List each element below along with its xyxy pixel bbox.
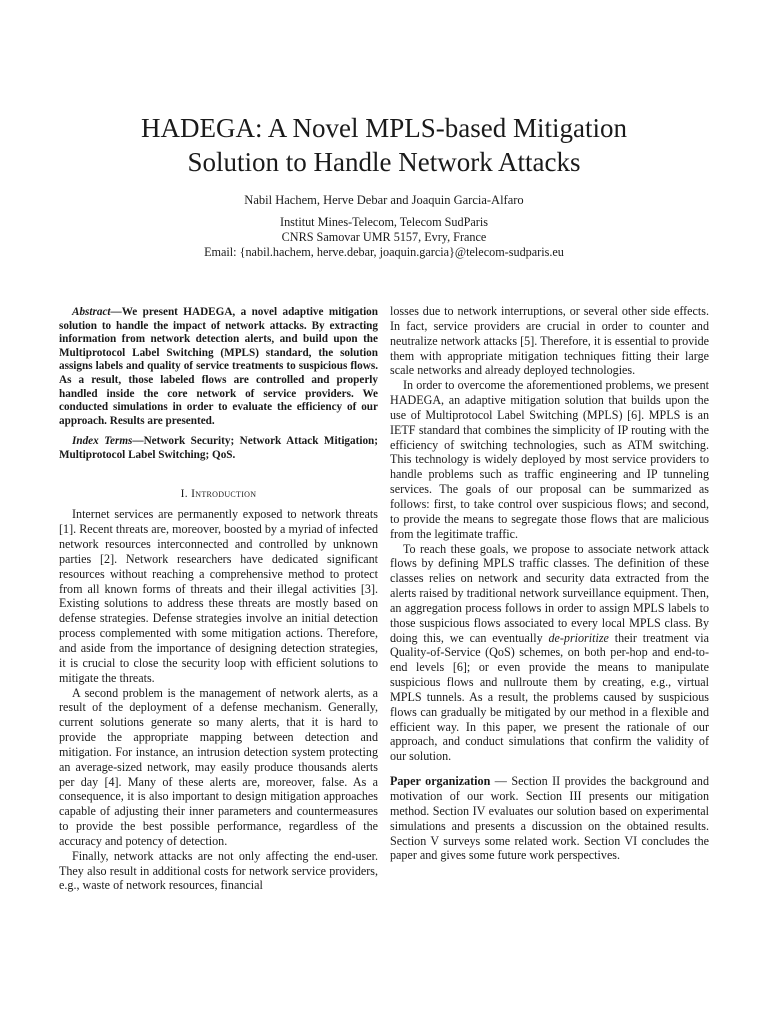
title-line-2: Solution to Handle Network Attacks [187, 147, 581, 177]
intro-paragraph-3-continued: losses due to network interruptions, or several other side effects. In fact, service providers are crucial in order to counter and neutralize network attacks [5]. Therefore, it is essential to provide them with appropriate mitigation techniques fitting their large scale networks and already deployed technologies. [390, 304, 709, 378]
abstract-text: —We present HADEGA, a novel adaptive mitigation solution to handle the impact of network attacks. By extracting information from network detection alerts, and build upon the Multiprotocol Label Switching (MPLS) standard, the solution assigns labels and quality of service treatments to suspicious flows. As a result, those labeled flows are controlled and properly handled inside the core network of service providers. We conducted simulations in order to evaluate the efficiency of our approach. Results are presented. [59, 306, 378, 427]
paper-organization-lead: Paper organization [390, 774, 491, 789]
title-line-1: HADEGA: A Novel MPLS-based Mitigation [141, 113, 627, 143]
section-heading-introduction: I. Introduction [180, 487, 257, 500]
email-line: Email: {nabil.hachem, herve.debar, joaquin.garcia}@telecom-sudparis.eu [204, 245, 564, 259]
intro-paragraph-3: Finally, network attacks are not only affecting the end-user. They also result in additional costs for network service providers, e.g., waste of network resources, financial [59, 848, 378, 893]
p5-text-b: their treatment via Quality-of-Service (QoS) schemes, on both per-hop and end-to-end levels [6]; or even provide the means to manipulate suspicious flows and nullroute them by creating, e.g., virtual MPLS tunnels. As a result, the problems caused by suspicious flows can gradually be mitigated by our method in a flexible and efficient way. In this paper, we present the rationale of our approach, and conduct simulations that confirm the validity of our solution. [390, 630, 710, 764]
abstract [59, 306, 378, 428]
abstract-lead: Abstract [72, 306, 111, 318]
index-terms-text: —Network Security; Network Attack Mitigation; Multiprotocol Label Switching; QoS. [59, 435, 378, 461]
intro-paragraph-1: Internet services are permanently exposed to network threats [1]. Recent threats are, moreover, boosted by a myriad of infected network resources interconnected and controlled by unknown parties [2]. Network researchers have dedicated significant resources without reaching a comprehensive method to protect from all known forms of threats and their illegal activities [3]. Existing solutions to address these threats are mostly based on defense strategies. Defense strategies involve an initial detection process complemented with some mitigation actions. Therefore, and aside from the importance of designing detection strategies, it is crucial to close the security loop with efficient solutions to mitigate the threats. [59, 507, 378, 685]
intro-paragraph-5 [390, 542, 709, 765]
authors: Nabil Hachem, Herve Debar and Joaquin Garcia-Alfaro [244, 193, 524, 207]
p5-text-a: To reach these goals, we propose to associate network attack flows by defining MPLS traffic classes. The definition of these classes relies on network and security data extracted from the alerts raised by traditional network surveillance equipment. Then, an aggregation process follows in order to assign MPLS labels to those suspicious flows associated to every local MPLS class. By doing this, we can eventually [390, 541, 709, 645]
affiliation-line-1: Institut Mines-Telecom, Telecom SudParis [280, 215, 488, 229]
paragraph-gap [390, 764, 709, 774]
paper-organization [390, 774, 709, 863]
paper-title [60, 111, 708, 179]
index-terms-lead: Index Terms [72, 435, 133, 448]
left-column [59, 306, 378, 893]
affiliation-line-2: CNRS Samovar UMR 5157, Evry, France [281, 230, 487, 244]
intro-paragraph-4: In order to overcome the aforementioned problems, we present HADEGA, an adaptive mitigation solution that builds upon the use of Multiprotocol Label Switching (MPLS) [6]. MPLS is an IETF standard that combines the simplicity of IP routing with the efficiency of switching technologies, such as ATM switching. This technology is widely deployed by most service providers to handle problems such as traffic engineering and IP tunneling services. The goals of our proposal can be summarized as follows: first, to take control over suspicious flows; and second, to provide the means to segregate those flows that are malicious from the legitimate traffic. [390, 378, 709, 541]
intro-paragraph-2: A second problem is the management of network alerts, as a result of the deployment of a defense mechanism. Generally, current solutions generate so many alerts, that it is hard to provide the appropriate mapping between detection and mitigation. For instance, an intrusion detection system protecting an average-sized network, may easily produce thousands alerts per day [4]. Many of these alerts are, moreover, false. As a consequence, it is also important to design mitigation approaches capable of adjusting their inner parameters and countermeasures to provide the best possible performance, regardless of the accuracy and potency of detection. [59, 685, 378, 848]
index-terms [59, 435, 378, 462]
affiliation [60, 215, 708, 260]
p5-emphasis: de-prioritize [548, 630, 609, 645]
right-column [390, 304, 709, 863]
paper-organization-text: — Section II provides the background and motivation of our work. Section III presents our mitigation method. Section IV evaluates our solution based on experimental simulations and presents a discussion on the obtained results. Section V surveys some related work. Section VI concludes the paper and gives some future work perspectives. [390, 774, 709, 863]
